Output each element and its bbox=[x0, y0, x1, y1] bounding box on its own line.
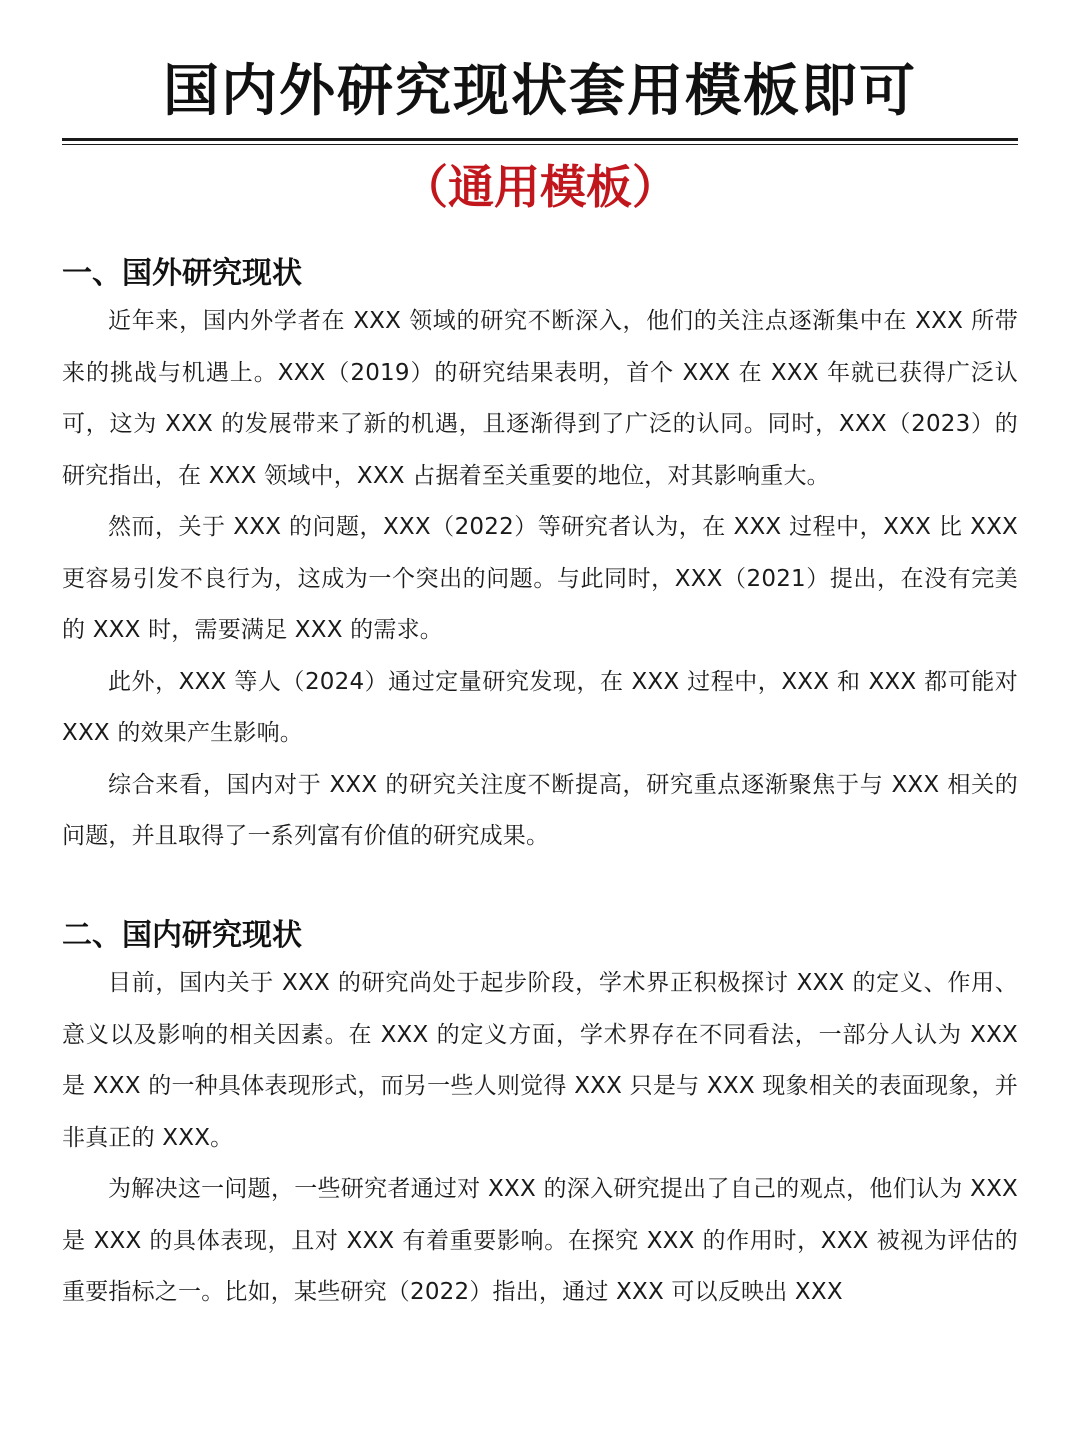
section-heading: 二、国内研究现状 bbox=[62, 918, 302, 953]
document-subtitle: （通用模板） bbox=[402, 160, 678, 214]
section-domestic bbox=[62, 914, 1018, 1319]
paragraph: 然而，关于 XXX 的问题，XXX（2022）等研究者认为，在 XXX 过程中，XXX 比 XXX 更容易引发不良行为，这成为一个突出的问题。与此同时，XXX（2021）提出，在没有完美的 XXX 时，需要满足 XXX 的需求。 bbox=[62, 514, 1018, 643]
paragraph: 近年来，国内外学者在 XXX 领域的研究不断深入，他们的关注点逐渐集中在 XXX 所带来的挑战与机遇上。XXX（2019）的研究结果表明，首个 XXX 在 XXX 年就已获得广泛认可，这为 XXX 的发展带来了新的机遇，且逐渐得到了广泛的认同。同时，XXX（2023）的研究指出，在 XXX 领域中，XXX 占据着至关重要的地位，对其影响重大。 bbox=[62, 308, 1018, 489]
paragraph: 综合来看，国内对于 XXX 的研究关注度不断提高，研究重点逐渐聚焦于与 XXX 相关的问题，并且取得了一系列富有价值的研究成果。 bbox=[62, 771, 1018, 849]
paragraph: 此外，XXX 等人（2024）通过定量研究发现，在 XXX 过程中，XXX 和 XXX 都可能对 XXX 的效果产生影响。 bbox=[62, 668, 1018, 746]
paragraph: 为解决这一问题，一些研究者通过对 XXX 的深入研究提出了自己的观点，他们认为 XXX 是 XXX 的具体表现，且对 XXX 有着重要影响。在探究 XXX 的作用时，XXX 被视为评估的重要指标之一。比如，某些研究（2022）指出，通过 XXX 可以反映出 XXX bbox=[62, 1176, 1018, 1305]
title-rule-thin bbox=[62, 144, 1018, 145]
title-rule-thick bbox=[62, 138, 1018, 141]
section-foreign bbox=[62, 252, 1018, 863]
section-heading: 一、国外研究现状 bbox=[62, 256, 302, 291]
document-title: 国内外研究现状套用模板即可 bbox=[163, 59, 917, 124]
paragraph: 目前，国内关于 XXX 的研究尚处于起步阶段，学术界正积极探讨 XXX 的定义、作用、意义以及影响的相关因素。在 XXX 的定义方面，学术界存在不同看法，一部分人认为 XXX 是 XXX 的一种具体表现形式，而另一些人则觉得 XXX 只是与 XXX 现象相关的表面现象，并非真正的 XXX。 bbox=[62, 970, 1018, 1151]
